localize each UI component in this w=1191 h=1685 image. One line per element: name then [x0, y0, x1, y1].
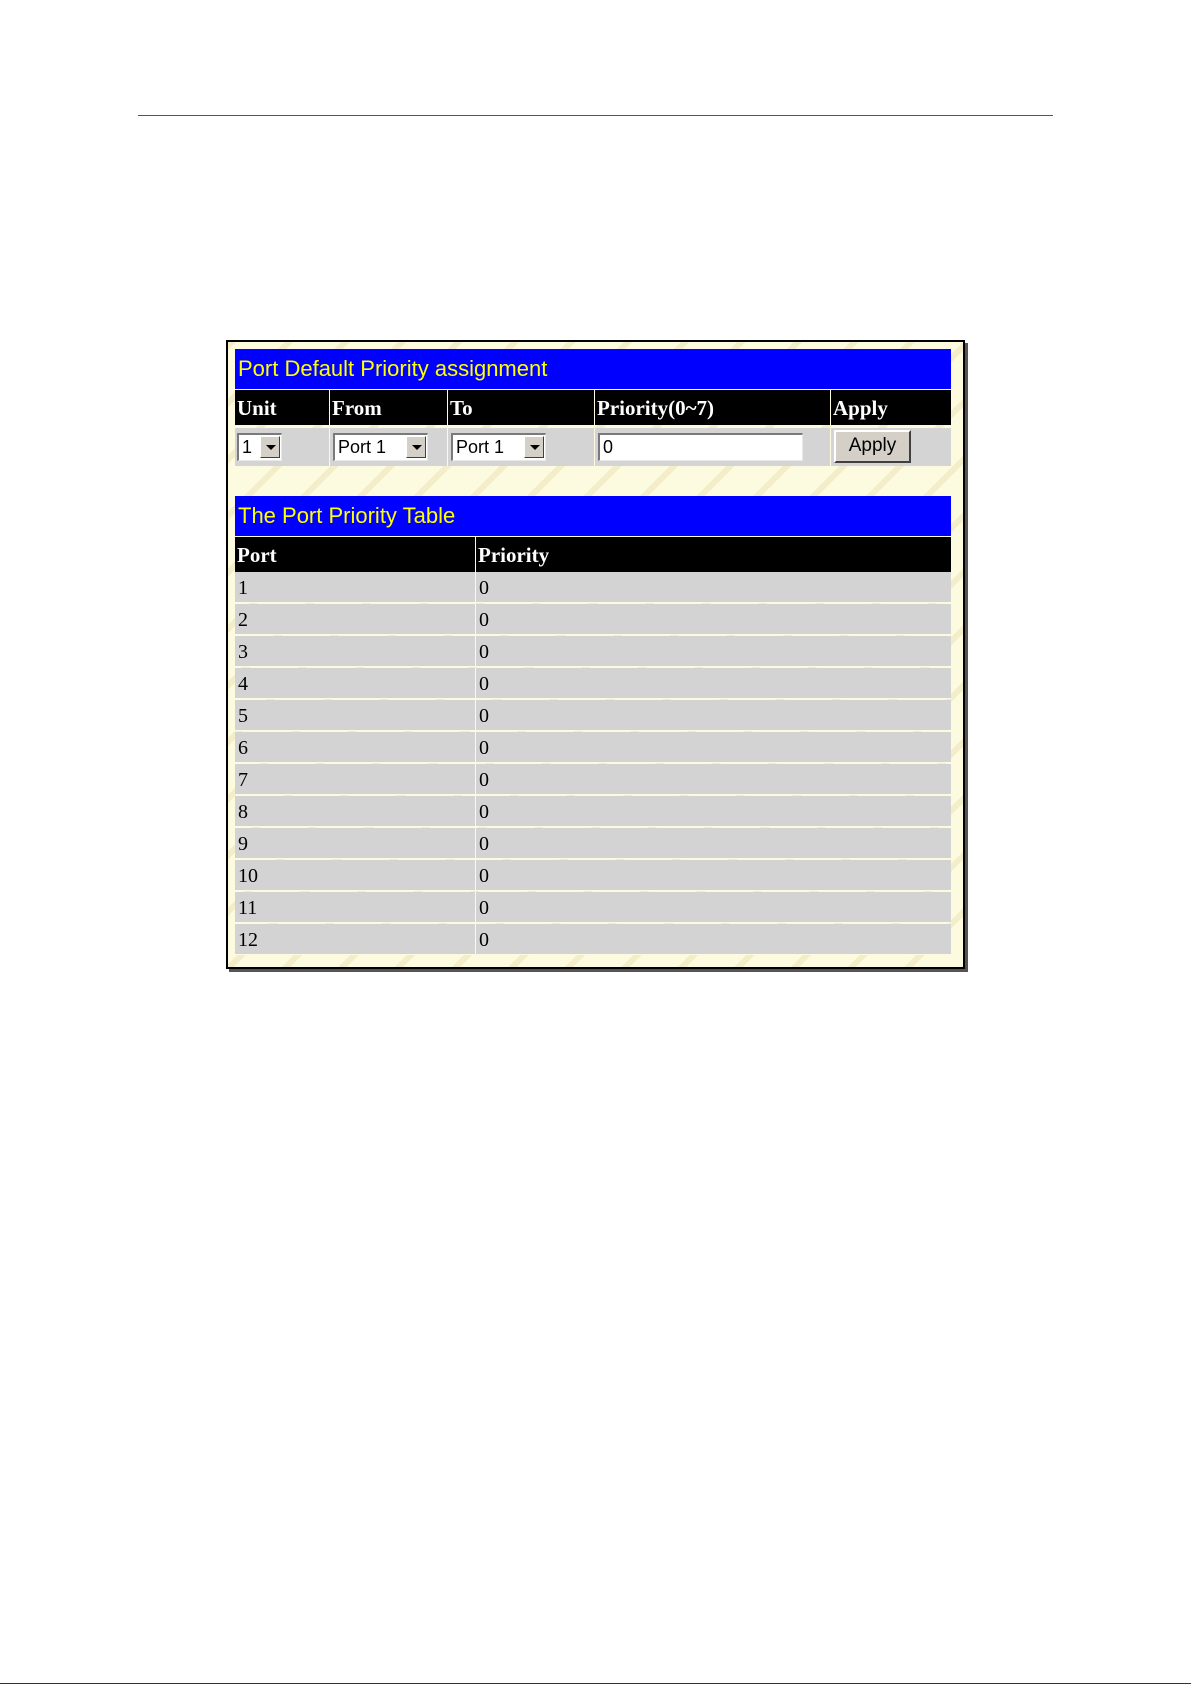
- page-top-rule: [138, 115, 1053, 116]
- assignment-title: Port Default Priority assignment: [235, 349, 951, 389]
- priority-cell: 0: [475, 892, 951, 922]
- apply-header: Apply: [830, 390, 951, 425]
- table-row: [235, 828, 951, 859]
- table-row: [235, 892, 951, 923]
- unit-select-value: 1: [242, 437, 253, 457]
- table-row: [235, 636, 951, 667]
- port-cell: 8: [238, 801, 248, 823]
- from-port-select[interactable]: [333, 433, 428, 461]
- port-cell: 10: [238, 865, 258, 887]
- table-row: [235, 764, 951, 795]
- port-cell: 7: [238, 769, 248, 791]
- table-row: [235, 572, 951, 603]
- priority-cell: [594, 428, 830, 466]
- priority-column-header: Priority: [475, 537, 951, 572]
- unit-select[interactable]: [237, 433, 282, 461]
- apply-button[interactable]: Apply: [834, 430, 911, 463]
- to-cell: [447, 428, 594, 466]
- from-port-value: Port 1: [338, 437, 387, 457]
- to-port-select[interactable]: [451, 433, 546, 461]
- port-cell: 1: [238, 577, 248, 599]
- port-cell: 9: [238, 833, 248, 855]
- table-row: [235, 924, 951, 955]
- to-header: To: [447, 390, 594, 425]
- port-cell: 12: [238, 929, 258, 951]
- table-row: [235, 732, 951, 763]
- from-cell: [329, 428, 447, 466]
- port-cell: 2: [238, 609, 248, 631]
- table-row: [235, 860, 951, 891]
- port-cell: 5: [238, 705, 248, 727]
- port-priority-panel: [226, 340, 965, 969]
- priority-cell: 0: [475, 796, 951, 826]
- to-dropdown-arrow-icon[interactable]: [524, 436, 544, 458]
- priority-header: Priority(0~7): [594, 390, 830, 425]
- port-column-header: Port: [237, 543, 277, 567]
- priority-cell: 0: [475, 604, 951, 634]
- assignment-header-row: [235, 389, 951, 425]
- from-dropdown-arrow-icon[interactable]: [406, 436, 426, 458]
- priority-cell: 0: [475, 700, 951, 730]
- priority-cell: 0: [475, 572, 951, 602]
- table-row: [235, 700, 951, 731]
- port-cell: 11: [238, 897, 258, 919]
- priority-table-title: The Port Priority Table: [235, 496, 951, 536]
- priority-cell: 0: [475, 668, 951, 698]
- table-row: [235, 796, 951, 827]
- priority-cell: 0: [475, 860, 951, 890]
- page-bottom-rule: [0, 1683, 1191, 1684]
- unit-dropdown-arrow-icon[interactable]: [260, 436, 280, 458]
- priority-cell: 0: [475, 636, 951, 666]
- priority-cell: 0: [475, 924, 951, 954]
- unit-cell: [235, 428, 329, 466]
- from-header: From: [329, 390, 447, 425]
- table-row: [235, 604, 951, 635]
- unit-header: Unit: [237, 396, 277, 420]
- port-cell: 4: [238, 673, 248, 695]
- priority-cell: 0: [475, 732, 951, 762]
- port-cell: 6: [238, 737, 248, 759]
- priority-cell: 0: [475, 764, 951, 794]
- priority-input[interactable]: [598, 433, 803, 461]
- to-port-value: Port 1: [456, 437, 505, 457]
- priority-table-header-row: [235, 536, 951, 572]
- port-cell: 3: [238, 641, 248, 663]
- assignment-controls-row: [235, 428, 951, 466]
- table-row: [235, 668, 951, 699]
- priority-cell: 0: [475, 828, 951, 858]
- apply-cell: [830, 428, 951, 466]
